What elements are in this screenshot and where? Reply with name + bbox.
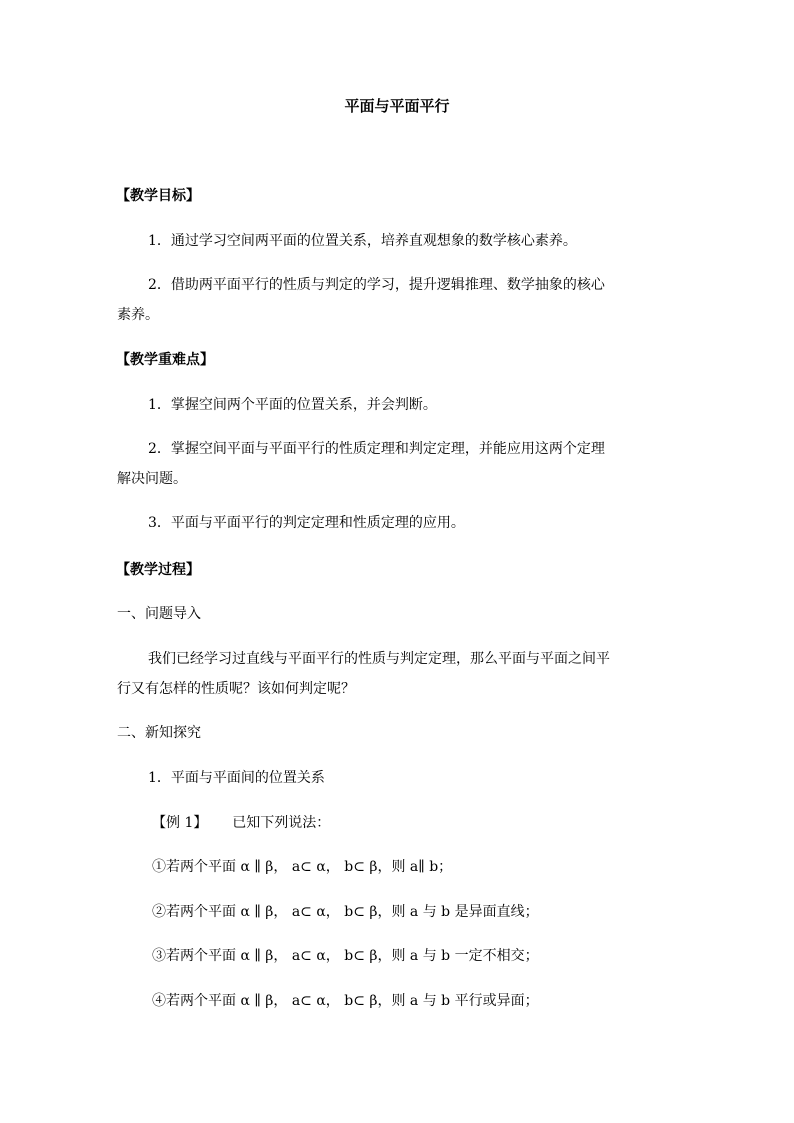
key-point-item-3: 3．平面与平面平行的判定定理和性质定理的应用。 [148,515,465,531]
example-statement-2: ②若两个平面 α ∥ β， a⊂ α， b⊂ β，则 a 与 b 是异面直线； [152,904,539,920]
example-1-header [152,813,330,833]
objective-item-1: 1．通过学习空间两平面的位置关系，培养直观想象的数学核心素养。 [148,233,577,249]
example-statement-3: ③若两个平面 α ∥ β， a⊂ α， b⊂ β，则 a 与 b 一定不相交； [152,948,539,964]
key-point-item-2-line-1: 2．掌握空间平面与平面平行的性质定理和判定定理，并能应用这两个定理 [148,441,605,457]
section-1-paragraph-line-1: 我们已经学习过直线与平面平行的性质与判定定理，那么平面与平面之间平 [148,651,610,667]
section-1-title: 一、问题导入 [117,606,201,622]
example-intro: 已知下列说法： [232,815,331,831]
key-point-item-2-line-2: 解决问题。 [117,471,187,487]
process-heading: 【教学过程】 [116,562,200,578]
section-2-title: 二、新知探究 [117,725,201,741]
objective-item-2-line-1: 2．借助两平面平行的性质与判定的学习，提升逻辑推理、数学抽象的核心 [148,277,605,293]
example-statement-4: ④若两个平面 α ∥ β， a⊂ α， b⊂ β，则 a 与 b 平行或异面； [152,993,539,1009]
example-label: 【例 1】 [152,815,208,831]
section-1-paragraph-line-2: 行又有怎样的性质呢？该如何判定呢？ [117,681,355,697]
subsection-1-title: 1．平面与平面间的位置关系 [148,770,325,786]
objective-item-2-line-2: 素养。 [117,307,159,323]
example-statement-1: ①若两个平面 α ∥ β， a⊂ α， b⊂ β，则 a∥ b； [152,859,453,875]
document-title: 平面与平面平行 [344,97,450,115]
key-points-heading: 【教学重难点】 [116,352,214,368]
key-point-item-1: 1．掌握空间两个平面的位置关系，并会判断。 [148,397,437,413]
objectives-heading: 【教学目标】 [116,188,200,204]
